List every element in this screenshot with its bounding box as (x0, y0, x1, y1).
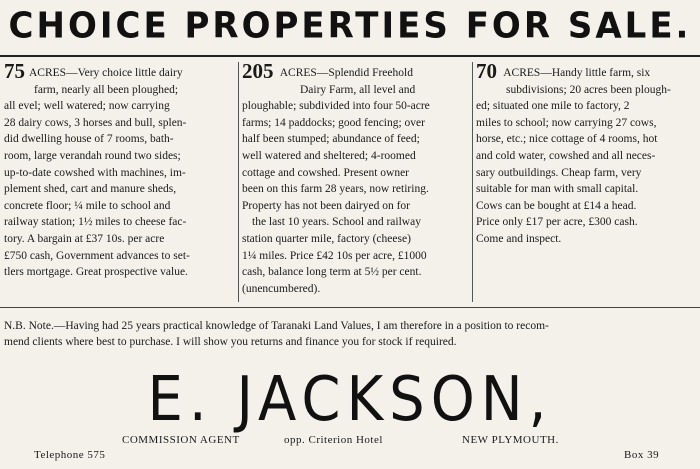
acres-number: 75 (4, 62, 25, 82)
listing-line: well watered and sheltered; 4-roomed (242, 149, 416, 162)
column-divider (238, 62, 239, 302)
listing-line: 28 dairy cows, 3 horses and bull, splen- (4, 116, 187, 129)
listing-line: tlers mortgage. Great prospective value. (4, 266, 188, 279)
listing-line: miles to school; now carrying 27 cows, (476, 116, 657, 129)
acres-number: 205 (242, 62, 274, 82)
listing-line: Property has not been dairyed on for (242, 199, 410, 212)
address-label: opp. Criterion Hotel (284, 434, 383, 446)
note-line: mend clients where best to purchase. I will show you returns and finance you for stock if required. (4, 336, 457, 348)
listing-line: station quarter mile, factory (cheese) (242, 232, 411, 245)
agent-note (4, 318, 700, 350)
listing-line: horse, etc.; nice cottage of 4 rooms, hot (476, 133, 658, 146)
listing-line: farms; 14 paddocks; good fencing; over (242, 116, 425, 129)
listing-line: half been stumped; abundance of feed; (242, 133, 420, 146)
listing-line: and cold water, cowshed and all neces- (476, 149, 656, 162)
listing-line: ploughable; subdivided into four 50-acre (242, 100, 430, 113)
listing-line: plement shed, cart and manure sheds, (4, 183, 177, 196)
city-label: NEW PLYMOUTH. (462, 434, 559, 446)
listing-line: concrete floor; ¼ mile to school and (4, 199, 171, 212)
middle-rule (0, 307, 700, 308)
listing-line: ACRES—Handy little farm, six (503, 67, 651, 79)
listing-line: ACRES—Splendid Freehold (279, 67, 413, 79)
listing-line: did dwelling house of 7 rooms, bath- (4, 133, 174, 146)
listing-line: Dairy Farm, all level and (300, 83, 416, 96)
listing-line: suitable for man with small capital. (476, 183, 639, 196)
listing-75-acres (4, 62, 236, 302)
listing-line: cash, balance long term at 5½ per cent. (242, 266, 422, 279)
listing-line: ACRES—Very choice little dairy (29, 67, 183, 79)
listing-line: farm, nearly all been ploughed; (34, 83, 179, 96)
listing-line: sary outbuildings. Cheap farm, very (476, 166, 642, 179)
listing-line: railway station; 1½ miles to cheese fac- (4, 216, 187, 229)
listing-line: (unencumbered). (242, 282, 321, 295)
listing-line: been on this farm 28 years, now retiring. (242, 183, 429, 196)
listing-line: tory. A bargain at £37 10s. per acre (4, 232, 165, 245)
commission-agent-label: COMMISSION AGENT (122, 434, 240, 446)
listing-line: cottage and cowshed. Present owner (242, 166, 410, 179)
listing-line: the last 10 years. School and railway (252, 216, 421, 229)
box-label: Box 39 (624, 449, 660, 461)
listing-70-acres (476, 62, 700, 302)
listing-line: Cows can be bought at £14 a head. (476, 199, 637, 212)
headline: CHOICE PROPERTIES FOR SALE. (8, 5, 692, 48)
listing-line: Come and inspect. (476, 232, 562, 245)
listing-line: up-to-date cowshed with machines, im- (4, 166, 186, 179)
column-divider (472, 62, 473, 302)
note-line: N.B. Note.—Having had 25 years practical knowledge of Taranaki Land Values, I am therefore in a position to recom- (4, 320, 549, 332)
listing-line: Price only £17 per acre, £300 cash. (476, 216, 638, 229)
listing-line: subdivisions; 20 acres been plough- (506, 83, 671, 96)
listing-line: room, large verandah round two sides; (4, 149, 181, 162)
listing-line: 1¼ miles. Price £42 10s per acre, £1000 (242, 249, 427, 262)
listing-line: £750 cash, Government advances to set- (4, 249, 190, 262)
top-rule (0, 55, 700, 57)
listing-line: all evel; well watered; now carrying (4, 100, 170, 113)
agent-name: E. JACKSON, (147, 363, 553, 436)
acres-number: 70 (476, 62, 497, 82)
listing-line: ed; situated one mile to factory, 2 (476, 100, 630, 113)
listing-205-acres (242, 62, 472, 302)
telephone-label: Telephone 575 (34, 449, 106, 461)
